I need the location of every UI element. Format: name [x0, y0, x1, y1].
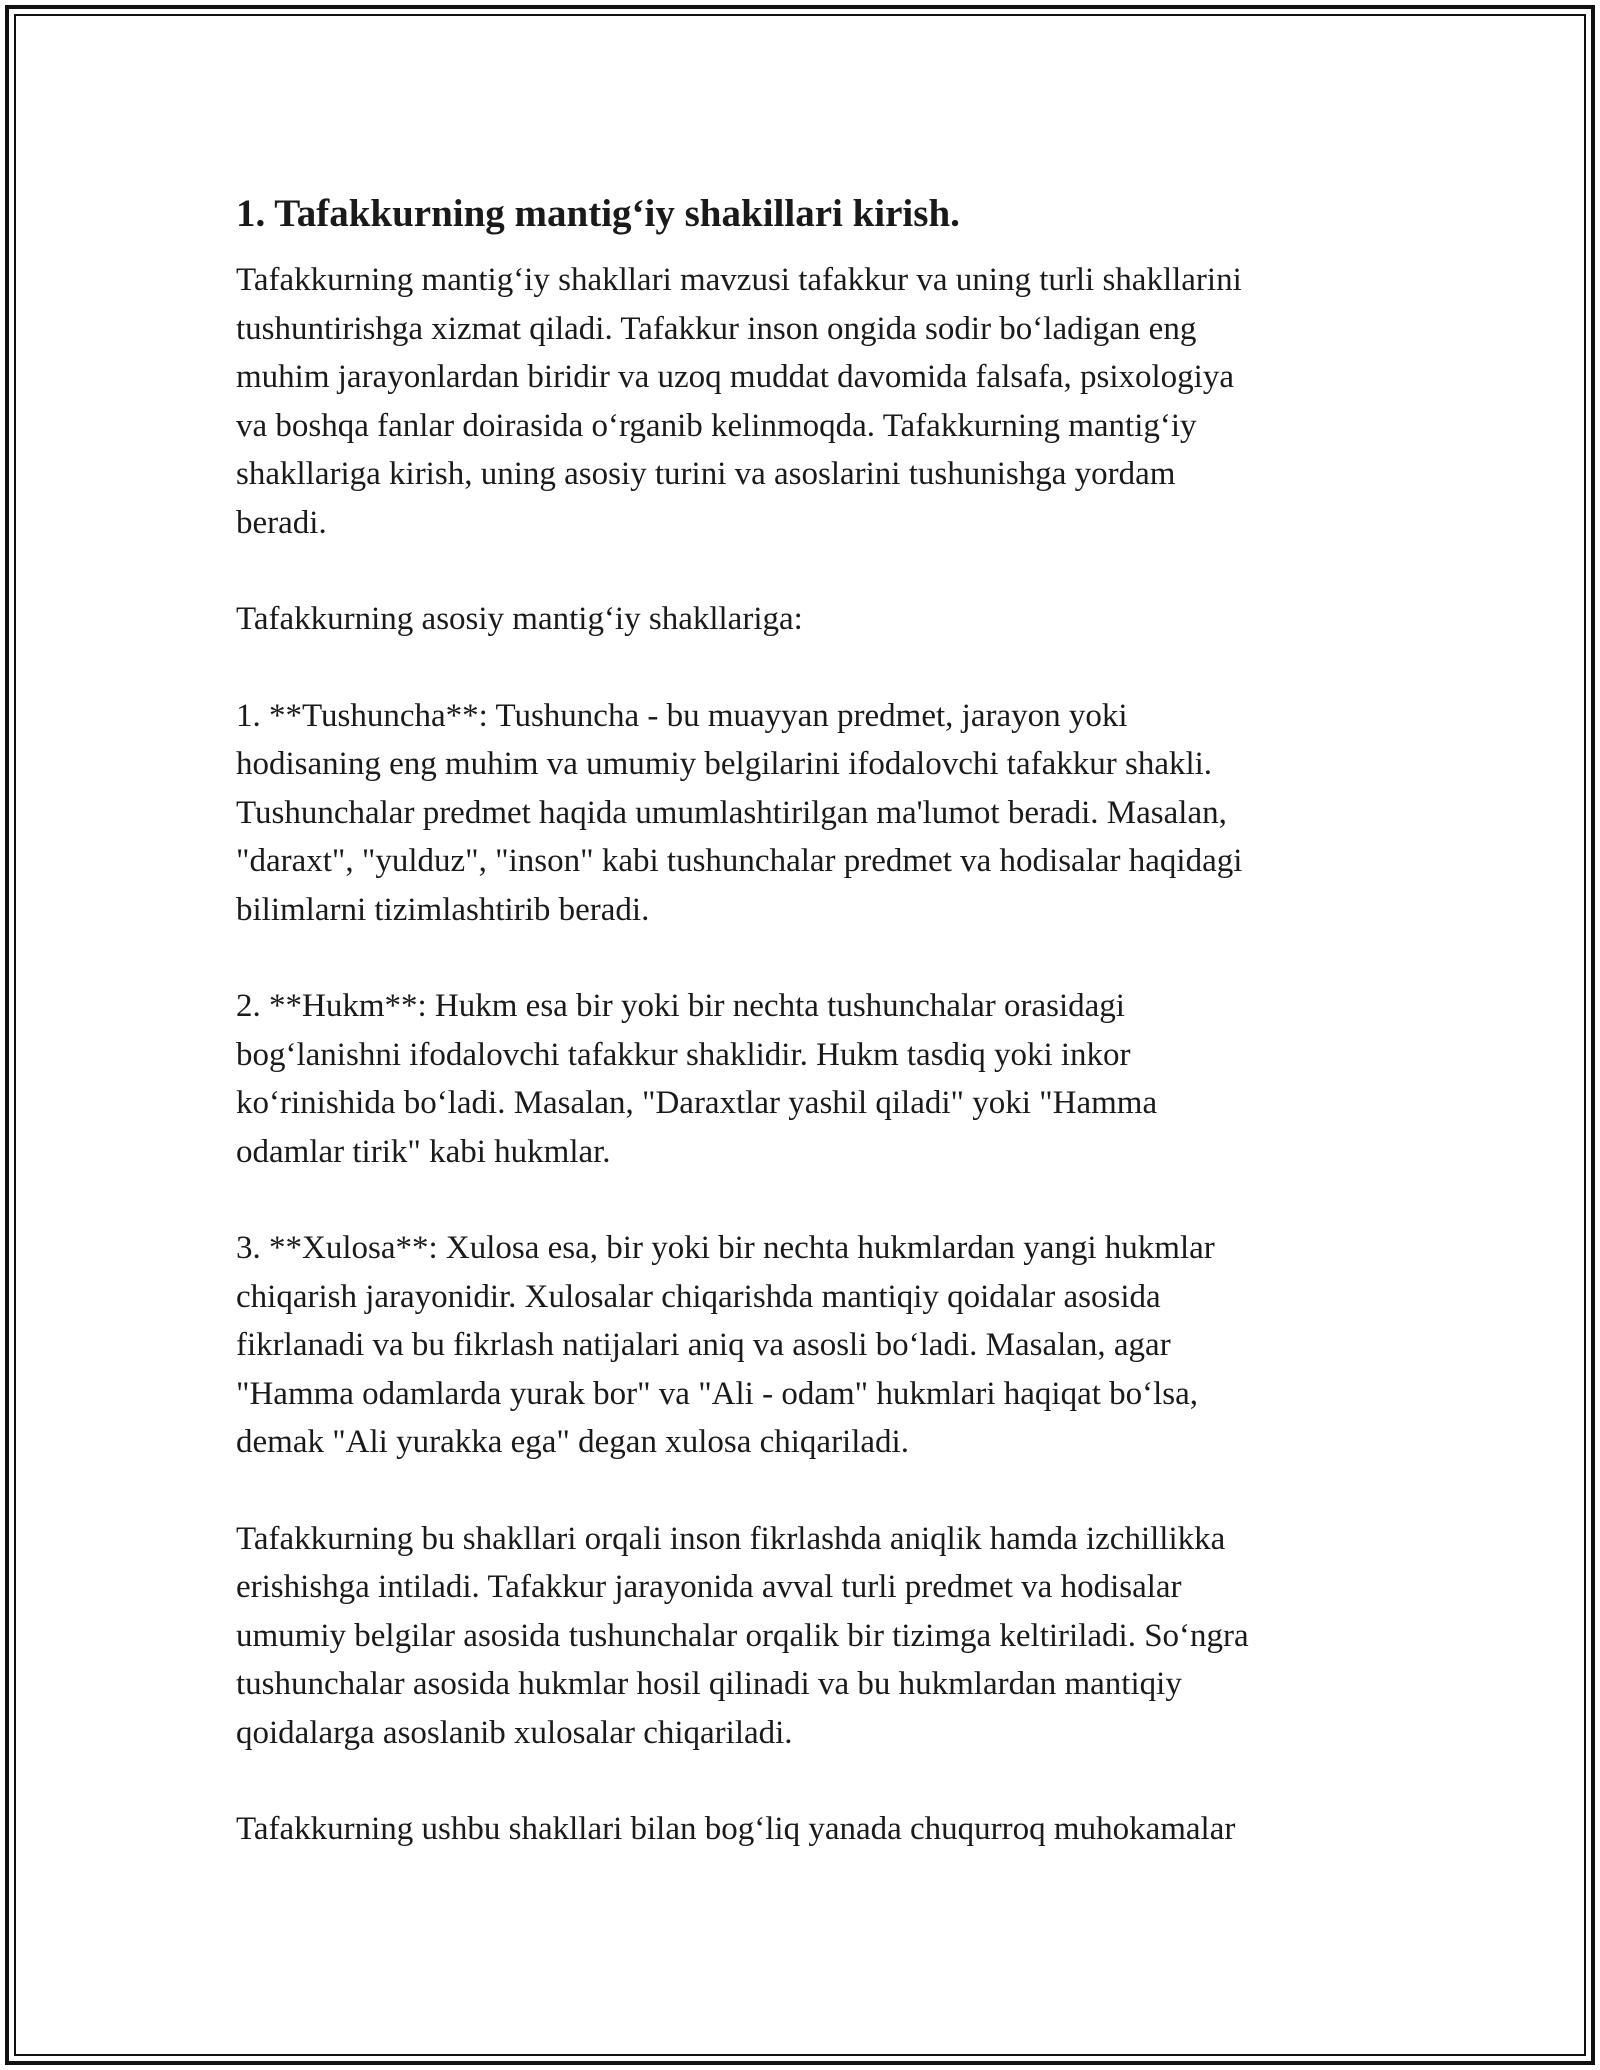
conclusion-paragraph: 3. **Xulosa**: Xulosa esa, bir yoki bir nechta hukmlardan yangi hukmlar chiqarish jarayonidir. Xulosalar chiqarishda mantiqiy qoidalar asosida fikrlanadi va bu fikrlash natijalari aniq va asosli bo‘ladi. Masalan, agar "Hamma odamlarda yurak bor" va "Ali - odam" hukmlari haqiqat bo‘lsa, demak "Ali yurakka ega" degan xulosa chiqariladi.	[236, 1230, 1215, 1460]
concept-paragraph: 1. **Tushuncha**: Tushuncha - bu muayyan predmet, jarayon yoki hodisaning eng muhim va umumiy belgilarini ifodalovchi tafakkur shakli. Tushunchalar predmet haqida umumlashtirilgan ma'lumot beradi. Masalan, "daraxt", "yulduz", "inson" kabi tushunchalar predmet va hodisalar haqidagi bilimlarni tizimlashtirib beradi.	[236, 697, 1243, 928]
forms-lead-paragraph: Tafakkurning asosiy mantig‘iy shakllariga:	[236, 601, 803, 637]
judgment-paragraph: 2. **Hukm**: Hukm esa bir yoki bir nechta tushunchalar orasidagi bog‘lanishni ifodalovchi tafakkur shaklidir. Hukm tasdiq yoki inkor ko‘rinishida bo‘ladi. Masalan, "Daraxtlar yashil qiladi" yoki "Hamma odamlar tirik" kabi hukmlar.	[236, 988, 1158, 1170]
summary-paragraph: Tafakkurning bu shakllari orqali inson fikrlashda aniqlik hamda izchillikka erishishga intiladi. Tafakkur jarayonida avval turli predmet va hodisalar umumiy belgilar asosida tushunchalar orqalik bir tizimga keltiriladi. So‘ngra tushunchalar asosida hukmlar hosil qilinadi va bu hukmlardan mantiqiy qoidalarga asoslanib xulosalar chiqariladi.	[236, 1520, 1249, 1751]
closing-paragraph: Tafakkurning ushbu shakllari bilan bog‘liq yanada chuqurroq muhokamalar	[236, 1811, 1236, 1847]
intro-paragraph: Tafakkurning mantig‘iy shakllari mavzusi tafakkur va uning turli shakllarini tushuntirishga xizmat qiladi. Tafakkur inson ongida sodir bo‘ladigan eng muhim jarayonlardan biridir va uzoq muddat davomida falsafa, psixologiya va boshqa fanlar doirasida o‘rganib kelinmoqda. Tafakkurning mantig‘iy shakllariga kirish, uning asosiy turini va asoslarini tushunishga yordam beradi.	[236, 262, 1242, 541]
document-body	[236, 190, 1386, 1902]
section-heading: 1. Tafakkurning mantig‘iy shakillari kirish.	[236, 192, 960, 235]
